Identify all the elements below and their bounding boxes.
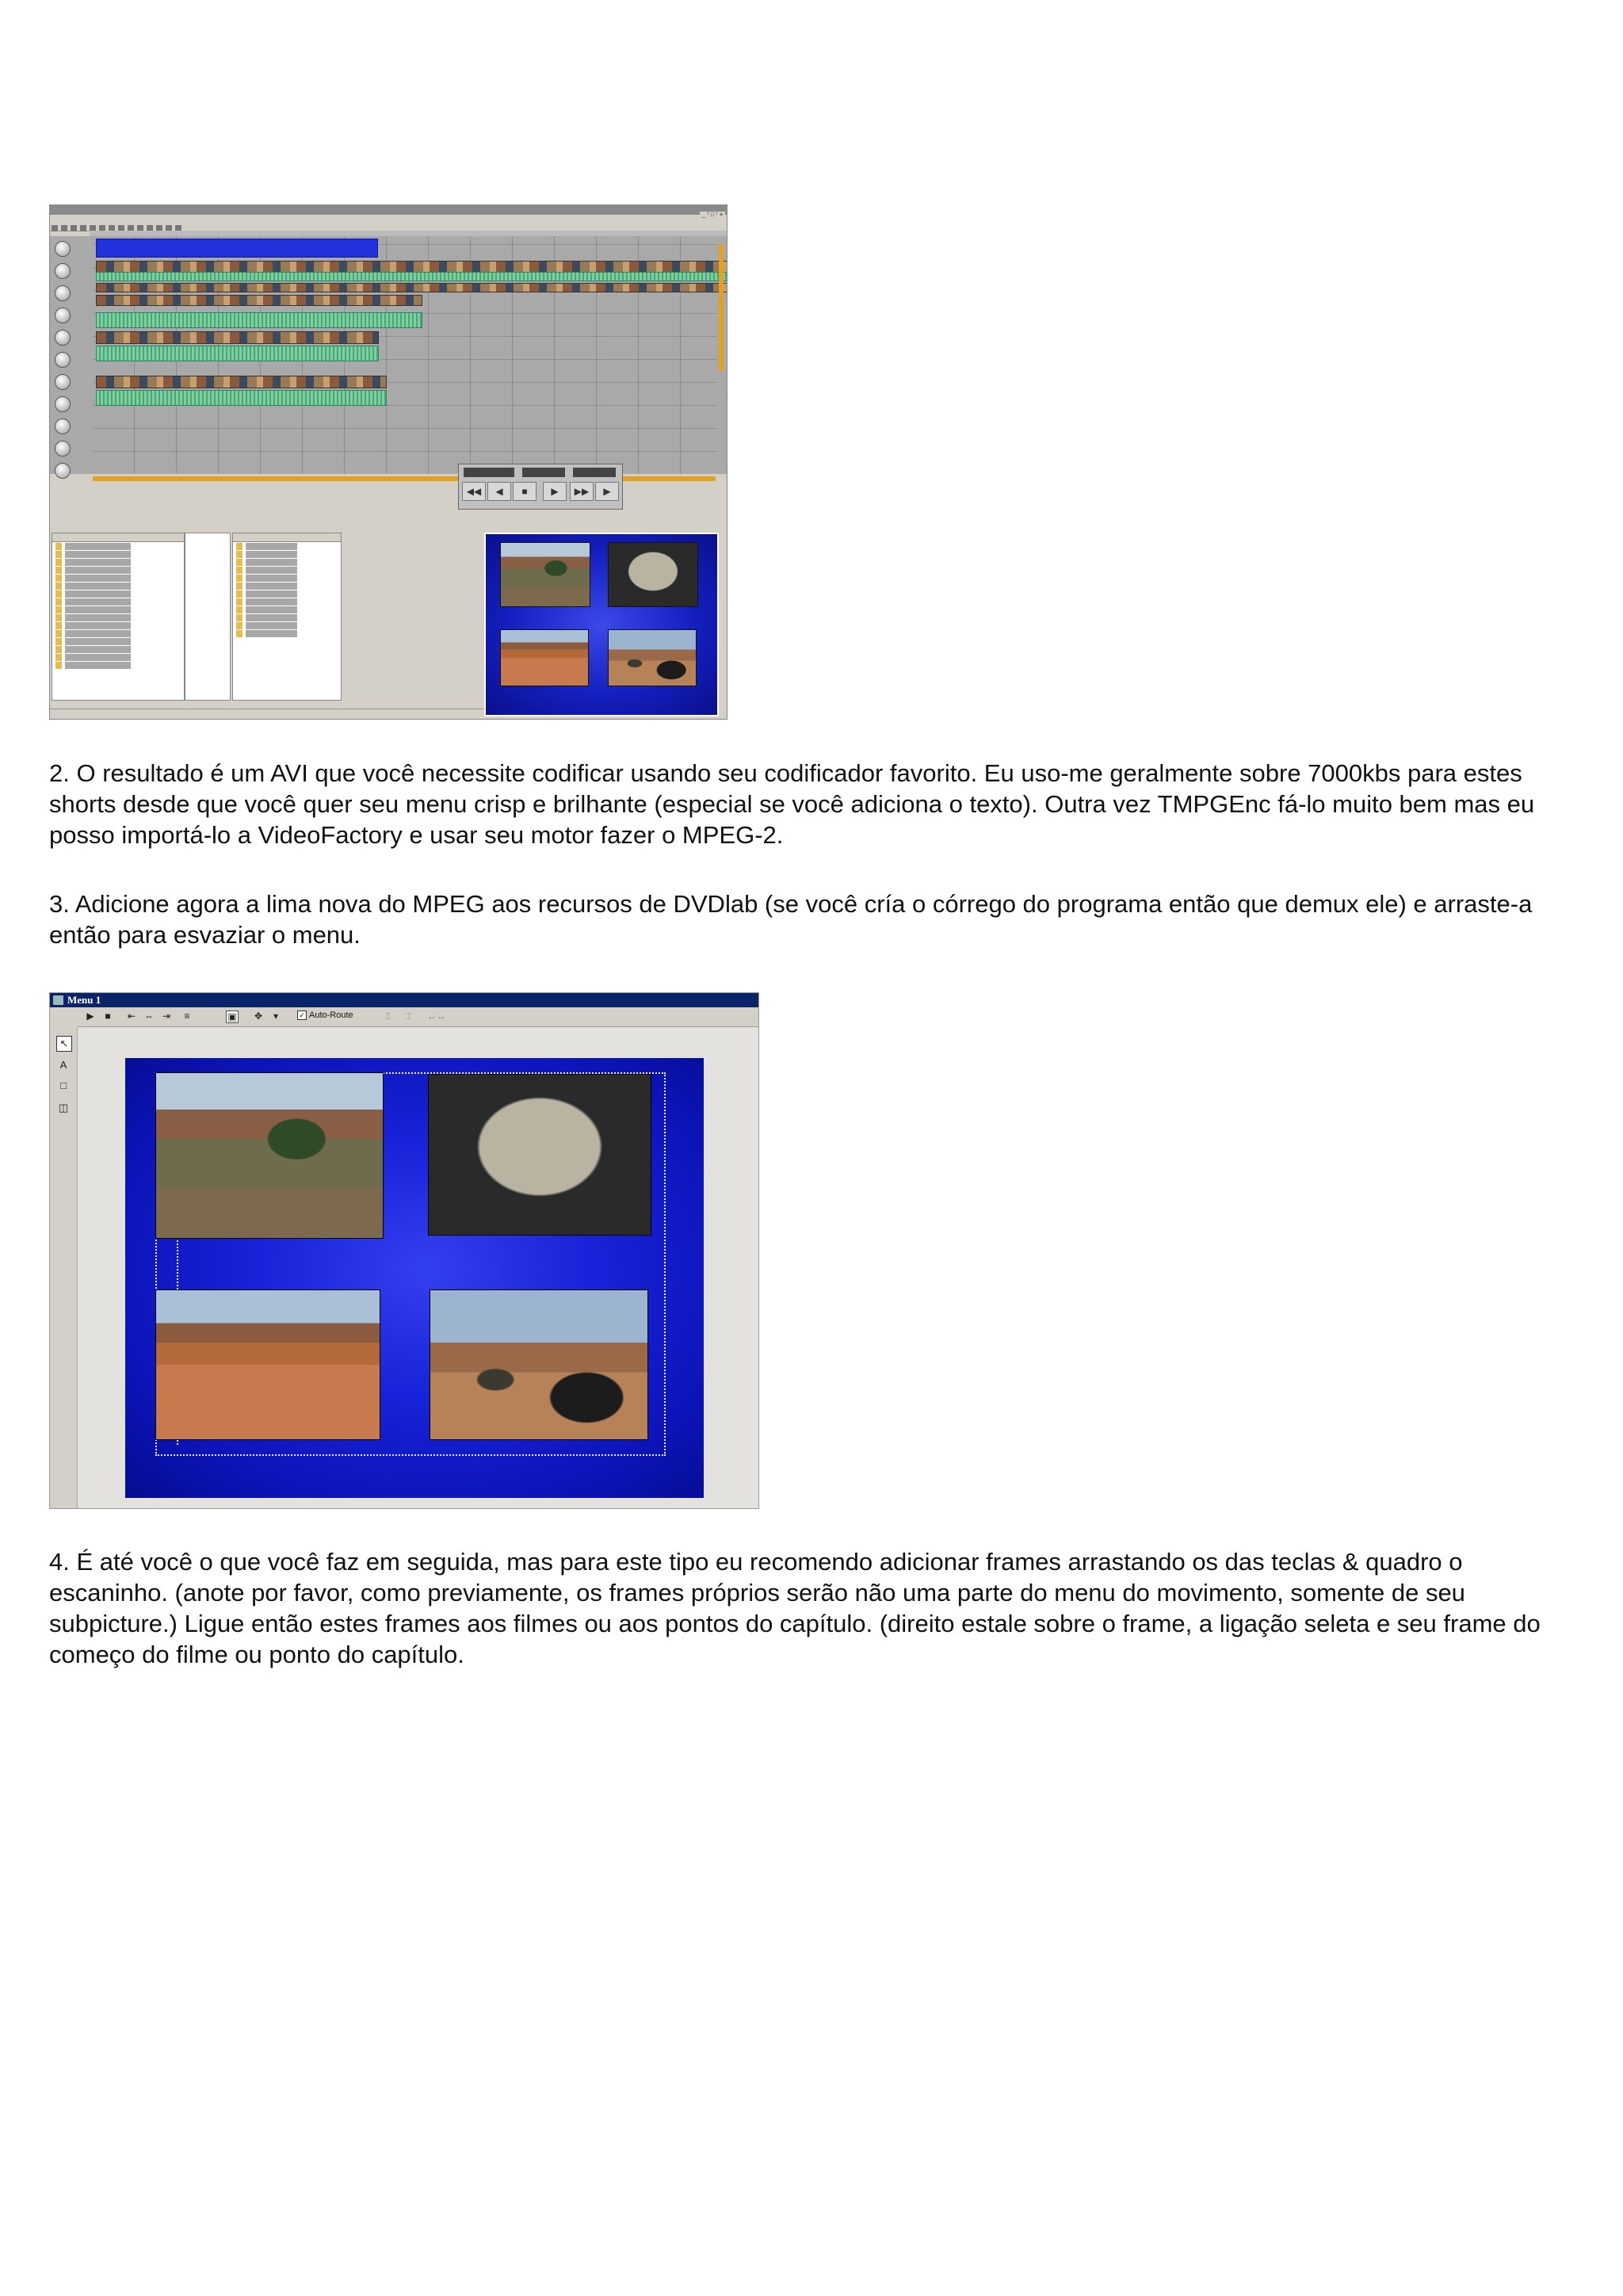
volume-knob-icon[interactable] — [55, 441, 71, 457]
paragraph-step-3: 3. Adicione agora a lima nova do MPEG aos recursos de DVDlab (se você cría o córrego do programa então que demux ele) e arraste-a então para esvaziar o menu. — [49, 890, 1533, 949]
stop-button[interactable]: ■ — [513, 482, 537, 501]
folder-tree-pane[interactable] — [52, 533, 185, 701]
volume-knob-icon[interactable] — [55, 396, 71, 412]
tree-item[interactable] — [55, 646, 181, 653]
tool-palette — [50, 1026, 78, 1508]
file-item[interactable] — [236, 614, 338, 621]
timeline-clip[interactable] — [96, 239, 378, 258]
rewind-button[interactable]: ◀◀ — [462, 482, 486, 501]
forward-button[interactable]: ▶▶ — [570, 482, 594, 501]
preview-thumbnail — [608, 629, 697, 686]
tree-item[interactable] — [55, 630, 181, 637]
volume-knob-icon[interactable] — [55, 418, 71, 434]
track-header — [50, 238, 93, 258]
track-header — [50, 460, 93, 480]
track-header — [50, 415, 93, 436]
text-tool-icon[interactable]: A — [59, 1059, 67, 1071]
timeline-tracks — [50, 236, 727, 474]
file-item[interactable] — [236, 575, 338, 582]
maximize-icon[interactable]: □ — [708, 212, 716, 219]
menu-toolbar — [50, 1007, 758, 1027]
minimize-icon[interactable]: _ — [700, 212, 708, 219]
file-item[interactable] — [236, 551, 338, 558]
step-back-button[interactable]: ◀ — [487, 482, 511, 501]
tree-item[interactable] — [55, 598, 181, 606]
menu-bar — [50, 215, 727, 222]
toolbar-button[interactable] — [52, 225, 58, 231]
preview-thumbnail — [608, 542, 698, 607]
transport-panel — [458, 464, 623, 510]
close-icon[interactable]: × — [717, 212, 725, 219]
tree-item[interactable] — [55, 622, 181, 629]
paragraph-step-4: 4. É até você o que você faz em seguida, mas para este tipo eu recomendo adicionar frames arrastando os das teclas & quadro o escaninho. (anote por favor, como previamente, os frames próprios serão não uma parte do menu do movimento, somente de seu subpicture.) Ligue então estes frames aos filmes ou aos pontos do capítulo. (direito estale sobre o frame, a ligação seleta e seu frame do começo do filme ou ponto do capítulo. — [49, 1548, 1541, 1668]
volume-knob-icon[interactable] — [55, 263, 71, 279]
toolbar-button[interactable] — [71, 225, 77, 231]
volume-knob-icon[interactable] — [55, 285, 71, 301]
track-header — [50, 371, 93, 392]
distribute-icon[interactable]: ≡ — [184, 1010, 190, 1022]
volume-knob-icon[interactable] — [55, 374, 71, 390]
timeline-clip[interactable] — [96, 295, 422, 306]
tree-item[interactable] — [55, 575, 181, 582]
file-item[interactable] — [236, 590, 338, 598]
frame-tool-icon[interactable]: ◫ — [58, 1102, 69, 1114]
tree-item[interactable] — [55, 662, 181, 669]
align-left-icon[interactable]: ⇤ — [127, 1010, 136, 1022]
file-item[interactable] — [236, 598, 338, 606]
menu-thumbnail-person-car[interactable] — [430, 1289, 648, 1440]
file-item[interactable] — [236, 583, 338, 590]
menu-preview — [484, 533, 719, 716]
track-header — [50, 304, 93, 325]
lower-panels — [50, 533, 727, 719]
preview-thumbnail — [500, 542, 590, 607]
tree-item[interactable] — [55, 567, 181, 574]
dvdlab-menu-screenshot — [49, 992, 759, 1509]
paragraph-step-2: 2. O resultado é um AVI que você necessite codificar usando seu codificador favorito. Eu uso-me geralmente sobre 7000kbs para estes shorts desde que você quer seu menu crisp e brilhante (especial se você adiciona o texto). Outra vez TMPGEnc fá-lo muito bem mas eu posso importá-lo a VideoFactory e usar seu motor fazer o MPEG-2. — [49, 759, 1535, 849]
dropdown-arrow-icon[interactable]: ▾ — [273, 1010, 279, 1022]
play-icon[interactable]: ▶ — [86, 1010, 94, 1022]
pane-header — [52, 533, 184, 542]
checkbox-icon[interactable]: ✓ — [297, 1010, 307, 1020]
tree-item[interactable] — [55, 559, 181, 566]
auto-route-toggle[interactable] — [297, 1010, 353, 1020]
track-header — [50, 282, 93, 303]
tree-item[interactable] — [55, 583, 181, 590]
volume-knob-icon[interactable] — [55, 308, 71, 323]
file-item[interactable] — [236, 606, 338, 613]
link-end-icon[interactable]: ⌶ — [406, 1010, 412, 1022]
track-header — [50, 437, 93, 458]
timeline-ruler[interactable] — [90, 231, 727, 236]
menu-thumbnail-desert-road[interactable] — [155, 1289, 380, 1440]
image-mode-icon[interactable]: ▣ — [226, 1010, 239, 1023]
timecode-display — [522, 468, 565, 477]
tree-item[interactable] — [55, 614, 181, 621]
auto-route-label: Auto-Route — [309, 1010, 353, 1020]
timecode-display — [573, 468, 616, 477]
videofactory-screenshot — [49, 204, 727, 720]
timeline-clip[interactable] — [96, 390, 387, 406]
window-title: Menu 1 — [67, 994, 101, 1006]
rectangle-tool-icon[interactable]: □ — [60, 1079, 67, 1091]
tree-item[interactable] — [55, 654, 181, 661]
timeline-clip[interactable] — [96, 312, 422, 328]
toolbar-button[interactable] — [61, 225, 67, 231]
navigation-arrows-icon[interactable]: ↔↔ — [427, 1010, 446, 1022]
file-item[interactable] — [236, 559, 338, 566]
tree-item[interactable] — [55, 551, 181, 558]
window-controls — [699, 206, 725, 218]
menu-window-icon — [53, 995, 63, 1005]
status-bar — [50, 709, 484, 719]
align-center-icon[interactable]: ⇔ — [144, 1010, 154, 1022]
file-list-pane[interactable] — [232, 533, 342, 701]
track-header — [50, 349, 93, 369]
timeline-clip[interactable] — [96, 331, 379, 344]
folder-tree-scrollbar[interactable] — [185, 533, 231, 701]
step-forward-button[interactable]: ▶ — [595, 482, 619, 501]
timeline-clip[interactable] — [96, 346, 379, 361]
file-item[interactable] — [236, 622, 338, 629]
align-right-icon[interactable]: ⇥ — [162, 1010, 171, 1022]
window-titlebar — [50, 205, 727, 218]
volume-knob-icon[interactable] — [55, 241, 71, 257]
volume-knob-icon[interactable] — [55, 352, 71, 368]
menu-thumbnail-forest[interactable] — [155, 1072, 384, 1239]
file-item[interactable] — [236, 630, 338, 637]
stop-icon[interactable]: ■ — [105, 1010, 111, 1022]
volume-knob-icon[interactable] — [55, 463, 71, 479]
file-item[interactable] — [236, 567, 338, 574]
tree-item[interactable] — [55, 590, 181, 598]
timeline-clip[interactable] — [96, 376, 387, 388]
link-icon[interactable]: ⌶ — [385, 1010, 391, 1022]
window-titlebar — [50, 993, 758, 1007]
file-item[interactable] — [236, 543, 338, 550]
track-header — [50, 260, 93, 281]
timecode-display — [464, 468, 514, 477]
preview-thumbnail — [500, 629, 589, 686]
pane-header — [233, 533, 341, 542]
timeline-clip[interactable] — [96, 272, 727, 281]
play-button[interactable]: ▶ — [543, 482, 567, 501]
pointer-tool-icon[interactable]: ↖ — [56, 1036, 72, 1052]
route-icon[interactable]: ✥ — [254, 1010, 263, 1022]
track-header — [50, 327, 93, 347]
timeline-clip[interactable] — [96, 283, 727, 292]
vertical-scrollbar[interactable] — [719, 244, 724, 371]
tree-item[interactable] — [55, 543, 181, 550]
tree-item[interactable] — [55, 638, 181, 645]
menu-thumbnail-car-interior[interactable] — [428, 1074, 651, 1236]
toolbar-button[interactable] — [80, 225, 86, 231]
tree-item[interactable] — [55, 606, 181, 613]
track-header — [50, 393, 93, 414]
volume-knob-icon[interactable] — [55, 330, 71, 346]
menu-canvas[interactable] — [125, 1058, 704, 1498]
